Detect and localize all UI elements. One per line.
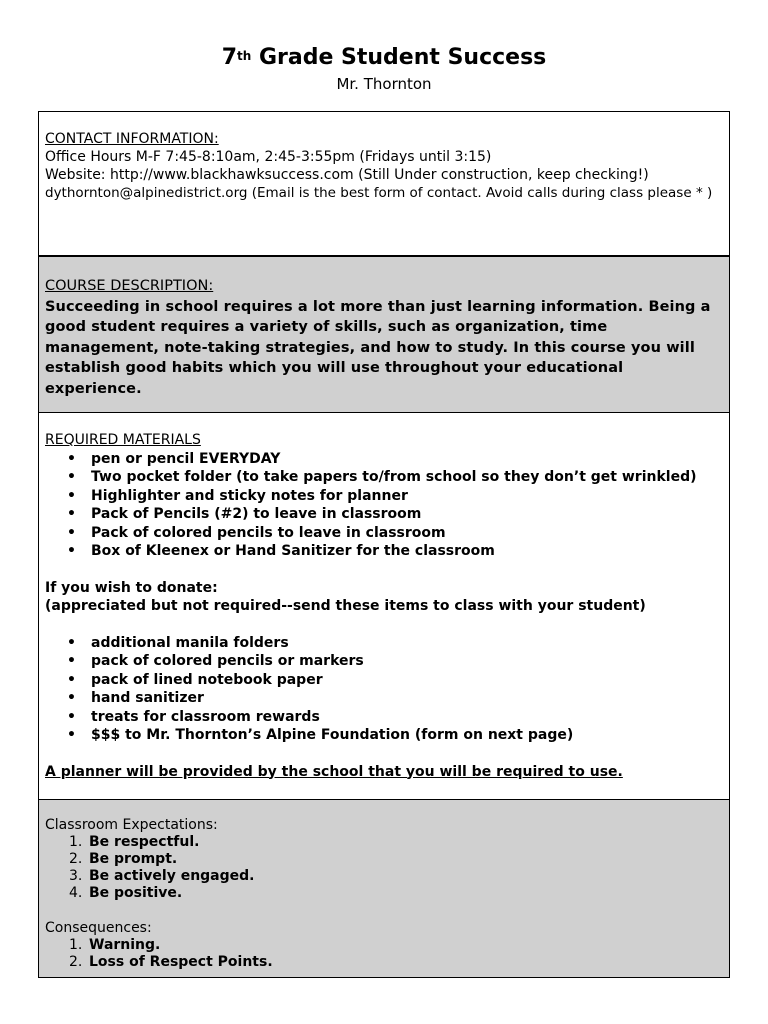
expectations-list [45,834,723,902]
list-item: • Pack of colored pencils to leave in classroom [67,524,723,543]
website: Website: http://www.blackhawksuccess.com (Still Under construction, keep checking!) [45,167,649,183]
materials-heading: REQUIRED MATERIALS [45,432,201,448]
office-hours: Office Hours M-F 7:45-8:10am, 2:45-3:55pm (Fridays until 3:15) [45,149,492,165]
materials-section [39,413,729,800]
expectations-section [39,800,729,977]
course-description: Succeeding in school requires a lot more than just learning information. Being a good student requires a variety of skills, such as organization, time management, note-taking strategies, and how to study. In this course you will establish good habits which you will use throughout your educational experience. [45,298,711,397]
list-item: • Pack of Pencils (#2) to leave in classroom [67,505,723,524]
list-item: • Highlighter and sticky notes for planner [67,487,723,506]
contact-heading: CONTACT INFORMATION: [45,131,219,147]
teacher-name: Mr. Thornton [336,75,432,93]
list-item: • pen or pencil EVERYDAY [67,450,723,469]
title-prefix: 7 [221,45,238,70]
list-item: 2. Be prompt. [69,851,178,867]
list-item: 1. Warning. [69,937,161,953]
donate-heading: If you wish to donate: [45,579,218,596]
contact-section [39,112,729,256]
list-item: 2. Loss of Respect Points. [69,954,273,970]
title-rest: Grade Student Success [251,45,547,70]
list-item: • additional manila folders [67,634,723,653]
consequences-list [45,937,723,971]
list-item: • treats for classroom rewards [67,708,723,727]
list-item: • $$$ to Mr. Thornton’s Alpine Foundation (form on next page) [67,726,723,745]
list-item: 4. Be positive. [69,885,183,901]
email: dythornton@alpinedistrict.org (Email is the best form of contact. Avoid calls during class please * ) [45,185,713,201]
list-item: • pack of colored pencils or markers [67,652,723,671]
list-item: 3. Be actively engaged. [69,868,255,884]
planner-note: A planner will be provided by the school that you will be required to use. [45,763,623,780]
expectations-heading: Classroom Expectations: [45,817,218,833]
list-item: • pack of lined notebook paper [67,671,723,690]
page-title [0,44,768,72]
syllabus-table [38,111,730,978]
course-heading: COURSE DESCRIPTION: [45,278,214,294]
list-item: 1. Be respectful. [69,834,200,850]
list-item: • Box of Kleenex or Hand Sanitizer for the classroom [67,542,723,561]
donate-note: (appreciated but not required--send these items to class with your student) [45,598,646,614]
materials-list [45,450,723,561]
title-superscript: th [237,49,252,63]
consequences-heading: Consequences: [45,920,152,936]
list-item: • hand sanitizer [67,689,723,708]
donate-list [45,634,723,745]
list-item: • Two pocket folder (to take papers to/from school so they don’t get wrinkled) [67,468,723,487]
course-section [39,256,729,413]
